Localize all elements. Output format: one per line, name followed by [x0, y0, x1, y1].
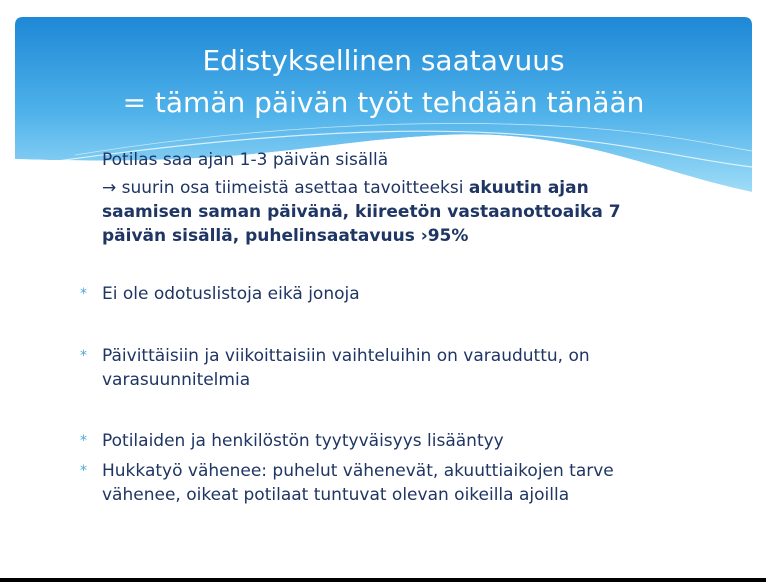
bullet-item	[80, 282, 680, 306]
bullet-text: Hukkatyö vähenee: puhelut vähenevät, akuuttiaikojen tarve vähenee, oikeat potilaat tuntuvat olevan oikeilla ajoilla	[102, 461, 614, 505]
intro-plain-text: → suurin osa tiimeistä asettaa tavoitteeksi	[102, 178, 469, 198]
bottom-border	[0, 578, 766, 582]
bullet-asterisk-icon: *	[80, 463, 87, 479]
intro-bold-text: akuutin ajan saamisen saman päivänä, kiireetön vastaanottoaika 7 päivän sisällä, puhelinsaatavuus ›95%	[102, 178, 621, 246]
slide-title	[15, 40, 752, 124]
bullet-text: Ei ole odotuslistoja eikä jonoja	[102, 284, 360, 304]
intro-paragraph	[80, 176, 680, 248]
title-line-1: Edistyksellinen saatavuus	[202, 44, 565, 77]
bullet-asterisk-icon: *	[80, 433, 87, 449]
title-line-2: = tämän päivän työt tehdään tänään	[122, 86, 645, 119]
bullet-asterisk-icon: *	[80, 348, 87, 364]
bullet-item	[80, 344, 680, 392]
bullet-text: Päivittäisiin ja viikoittaisiin vaihteluihin on varauduttu, on varasuunnitelmia	[102, 346, 590, 390]
intro-line-1: Potilas saa ajan 1-3 päivän sisällä	[102, 150, 389, 170]
bullet-item	[80, 459, 680, 507]
bullet-text: Potilaiden ja henkilöstön tyytyväisyys lisääntyy	[102, 431, 504, 451]
bullet-asterisk-icon: *	[80, 286, 87, 302]
bullet-item	[80, 429, 680, 453]
slide-body	[80, 148, 680, 507]
